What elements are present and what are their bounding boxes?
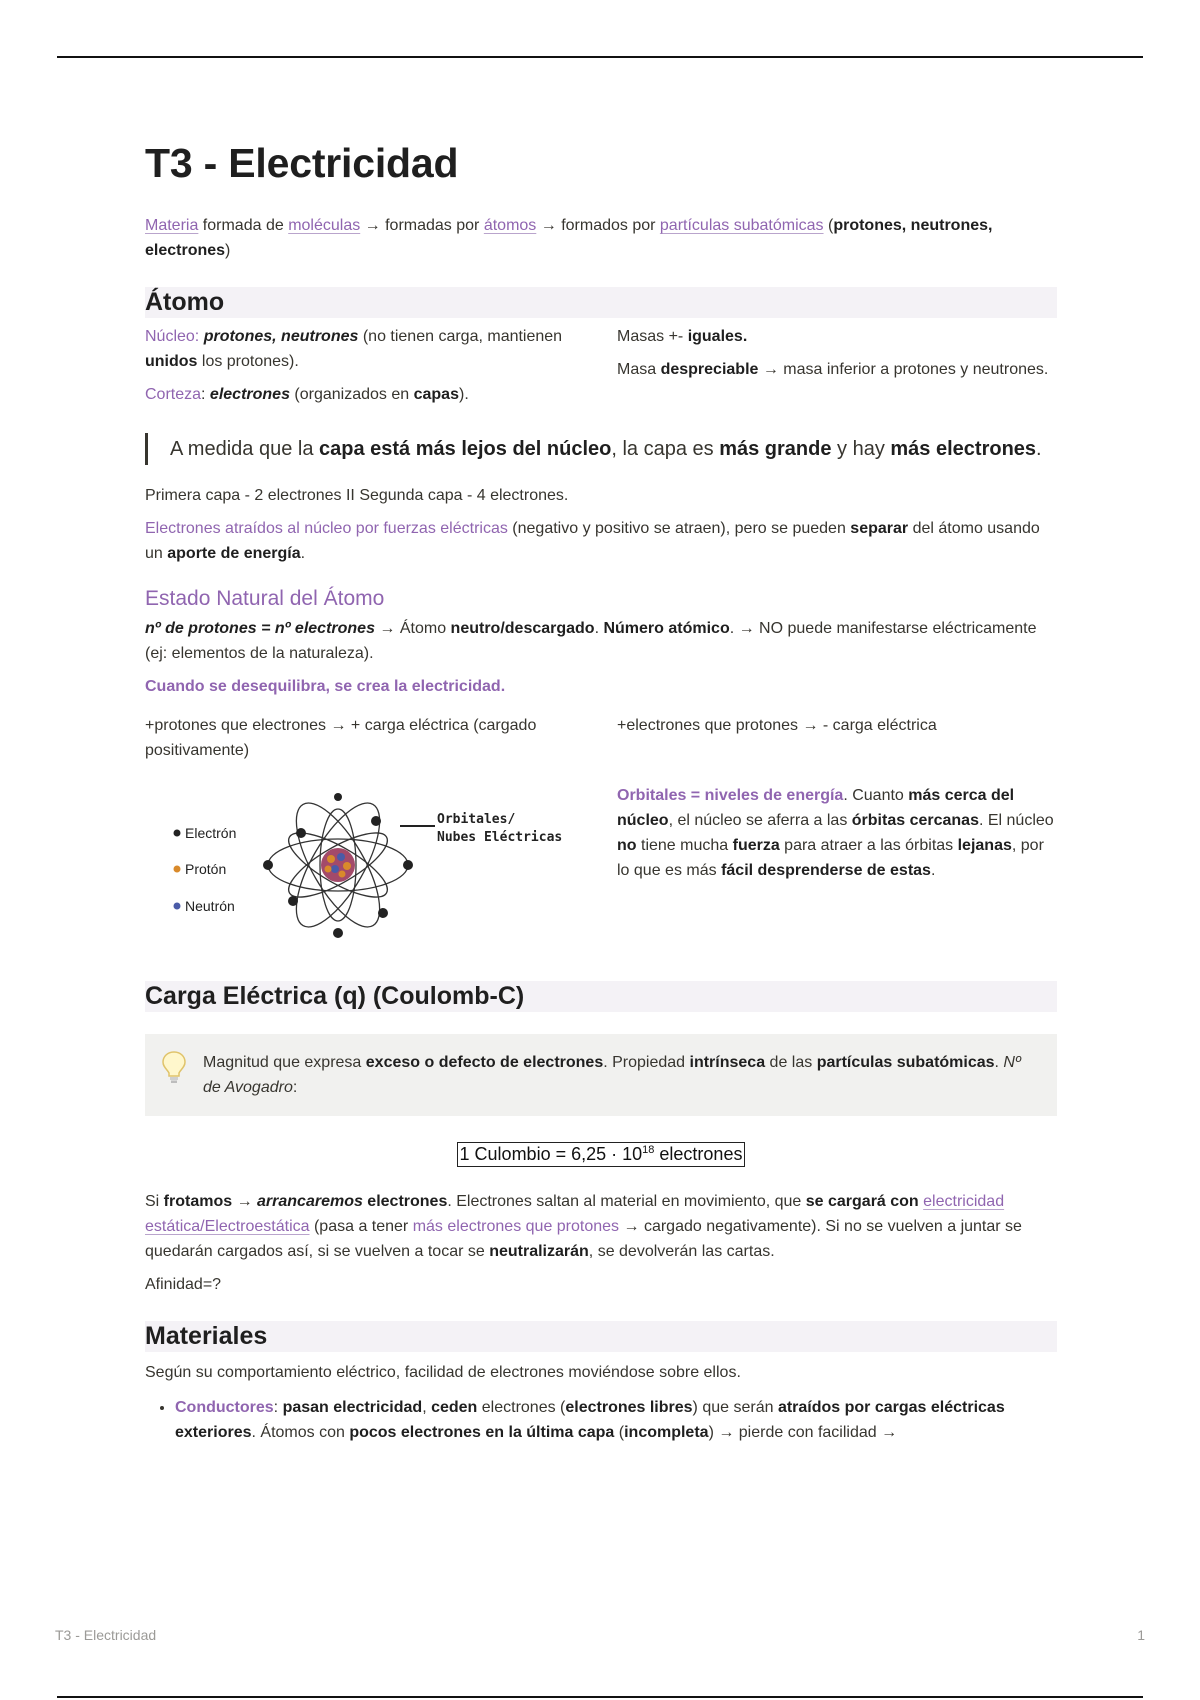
link-materia[interactable]: Materia: [145, 217, 199, 234]
masas-text: Masas +- iguales.: [617, 328, 748, 345]
coulomb-formula: 1 Culombio = $6,25 \cdot 10^{18}$ electrones: [457, 1142, 746, 1167]
bottom-rule: [57, 1696, 1143, 1698]
callout-label-1: Orbitales/: [437, 812, 516, 827]
orbitales-columns: [145, 783, 1057, 943]
col-negativo: +electrones que protones → - carga eléctrica: [617, 717, 937, 734]
heading-materiales: Materiales: [145, 1321, 1057, 1352]
frotamos-text: Si frotamos → arrancaremos electrones. Electrones saltan al material en movimiento, que se cargará con electricidad estática/Electroestática (pasa a tener más electrones que protones → cargado negativamente). Si no se vuelven a juntar se quedarán cargados así, si se vuelven a tocar se neutralizarán, se devolverán las cartas.: [145, 1193, 1022, 1260]
atomo-col-right: [617, 324, 1057, 407]
heading-estado: Estado Natural del Átomo: [145, 587, 385, 610]
atraidos-text: Electrones atraídos al núcleo por fuerzas eléctricas (negativo y positivo se atraen), pero se pueden separar del átomo usando un aporte de energía.: [145, 520, 1040, 562]
quote-block: A medida que la capa está más lejos del núcleo, la capa es más grande y hay más electrones.: [145, 433, 1057, 465]
lightbulb-icon: [161, 1050, 203, 1100]
carga-callout: [145, 1034, 1057, 1116]
afinidad-text: Afinidad=?: [145, 1276, 222, 1293]
legend-proton: Protón: [185, 861, 227, 877]
proton-legend-dot: [174, 866, 181, 873]
callout-text: Magnitud que expresa exceso o defecto de electrones. Propiedad intrínseca de las partículas subatómicas. Nº de Avogadro:: [203, 1054, 1021, 1096]
col-positivo: +protones que electrones → + carga eléctrica (cargado positivamente): [145, 717, 537, 759]
link-moleculas[interactable]: moléculas: [288, 217, 361, 234]
corteza-text: Corteza: electrones (organizados en capas).: [145, 386, 469, 403]
heading-atomo: Átomo: [145, 287, 1057, 318]
top-rule: [57, 56, 1143, 58]
orbitales-text-col: [617, 783, 1057, 943]
carga-columns: [145, 713, 1057, 763]
legend-electron: Electrón: [185, 825, 237, 841]
coulomb-formula-wrap: [145, 1142, 1057, 1167]
page-title: T3 - Electricidad: [145, 140, 459, 186]
electron-legend-dot: [174, 830, 181, 837]
materiales-intro: Según su comportamiento eléctrico, facilidad de electrones moviéndose sobre ellos.: [145, 1364, 741, 1381]
capas-text: Primera capa - 2 electrones II Segunda capa - 4 electrones.: [145, 487, 569, 504]
atom-diagram-wrap: [145, 783, 617, 943]
page-content: [145, 140, 1057, 1445]
callout-label-2: Nubes Eléctricas: [437, 830, 563, 845]
page-number: 1: [1137, 1627, 1145, 1643]
masa-text: Masa despreciable → masa inferior a protones y neutrones.: [617, 361, 1049, 378]
intro-paragraph: Materia formada de moléculas → formadas por átomos → formados por partículas subatómicas (protones, neutrones, electrones): [145, 217, 993, 259]
atomo-col-left: [145, 324, 617, 407]
nucleo-text: Núcleo: protones, neutrones (no tienen carga, mantienen unidos los protones).: [145, 328, 563, 370]
footer-title: T3 - Electricidad: [55, 1627, 157, 1643]
heading-carga: Carga Eléctrica (q) (Coulomb-C): [145, 981, 1057, 1012]
neutro-text: nº de protones = nº electrones → Átomo neutro/descargado. Número atómico. → NO puede manifestarse eléctricamente (ej: elementos de la naturaleza).: [145, 620, 1037, 662]
orbitales-text: Orbitales = niveles de energía. Cuanto más cerca del núcleo, el núcleo se aferra a las órbitas cercanas. El núcleo no tiene mucha fuerza para atraer a las órbitas lejanas, por lo que es más fácil desprenderse de estas.: [617, 787, 1054, 879]
link-atomos[interactable]: átomos: [483, 217, 537, 234]
atomo-columns: [145, 324, 1057, 407]
atom-diagram: [145, 783, 585, 943]
link-electricidad-estatica[interactable]: electricidad estática/Electroestática: [145, 1193, 1005, 1235]
legend-neutron: Neutrón: [185, 898, 235, 914]
desequilibra-text: Cuando se desequilibra, se crea la electricidad.: [145, 678, 506, 695]
neutron-legend-dot: [174, 903, 181, 910]
link-particulas[interactable]: partículas subatómicas: [659, 217, 824, 234]
list-item-conductores: • Conductores: pasan electricidad, ceden electrones (electrones libres) que serán atraídos por cargas eléctricas exteriores. Átomos con pocos electrones en la última capa (incompleta) → pierde con facilidad →: [175, 1395, 1057, 1445]
materiales-list: [145, 1395, 1057, 1445]
